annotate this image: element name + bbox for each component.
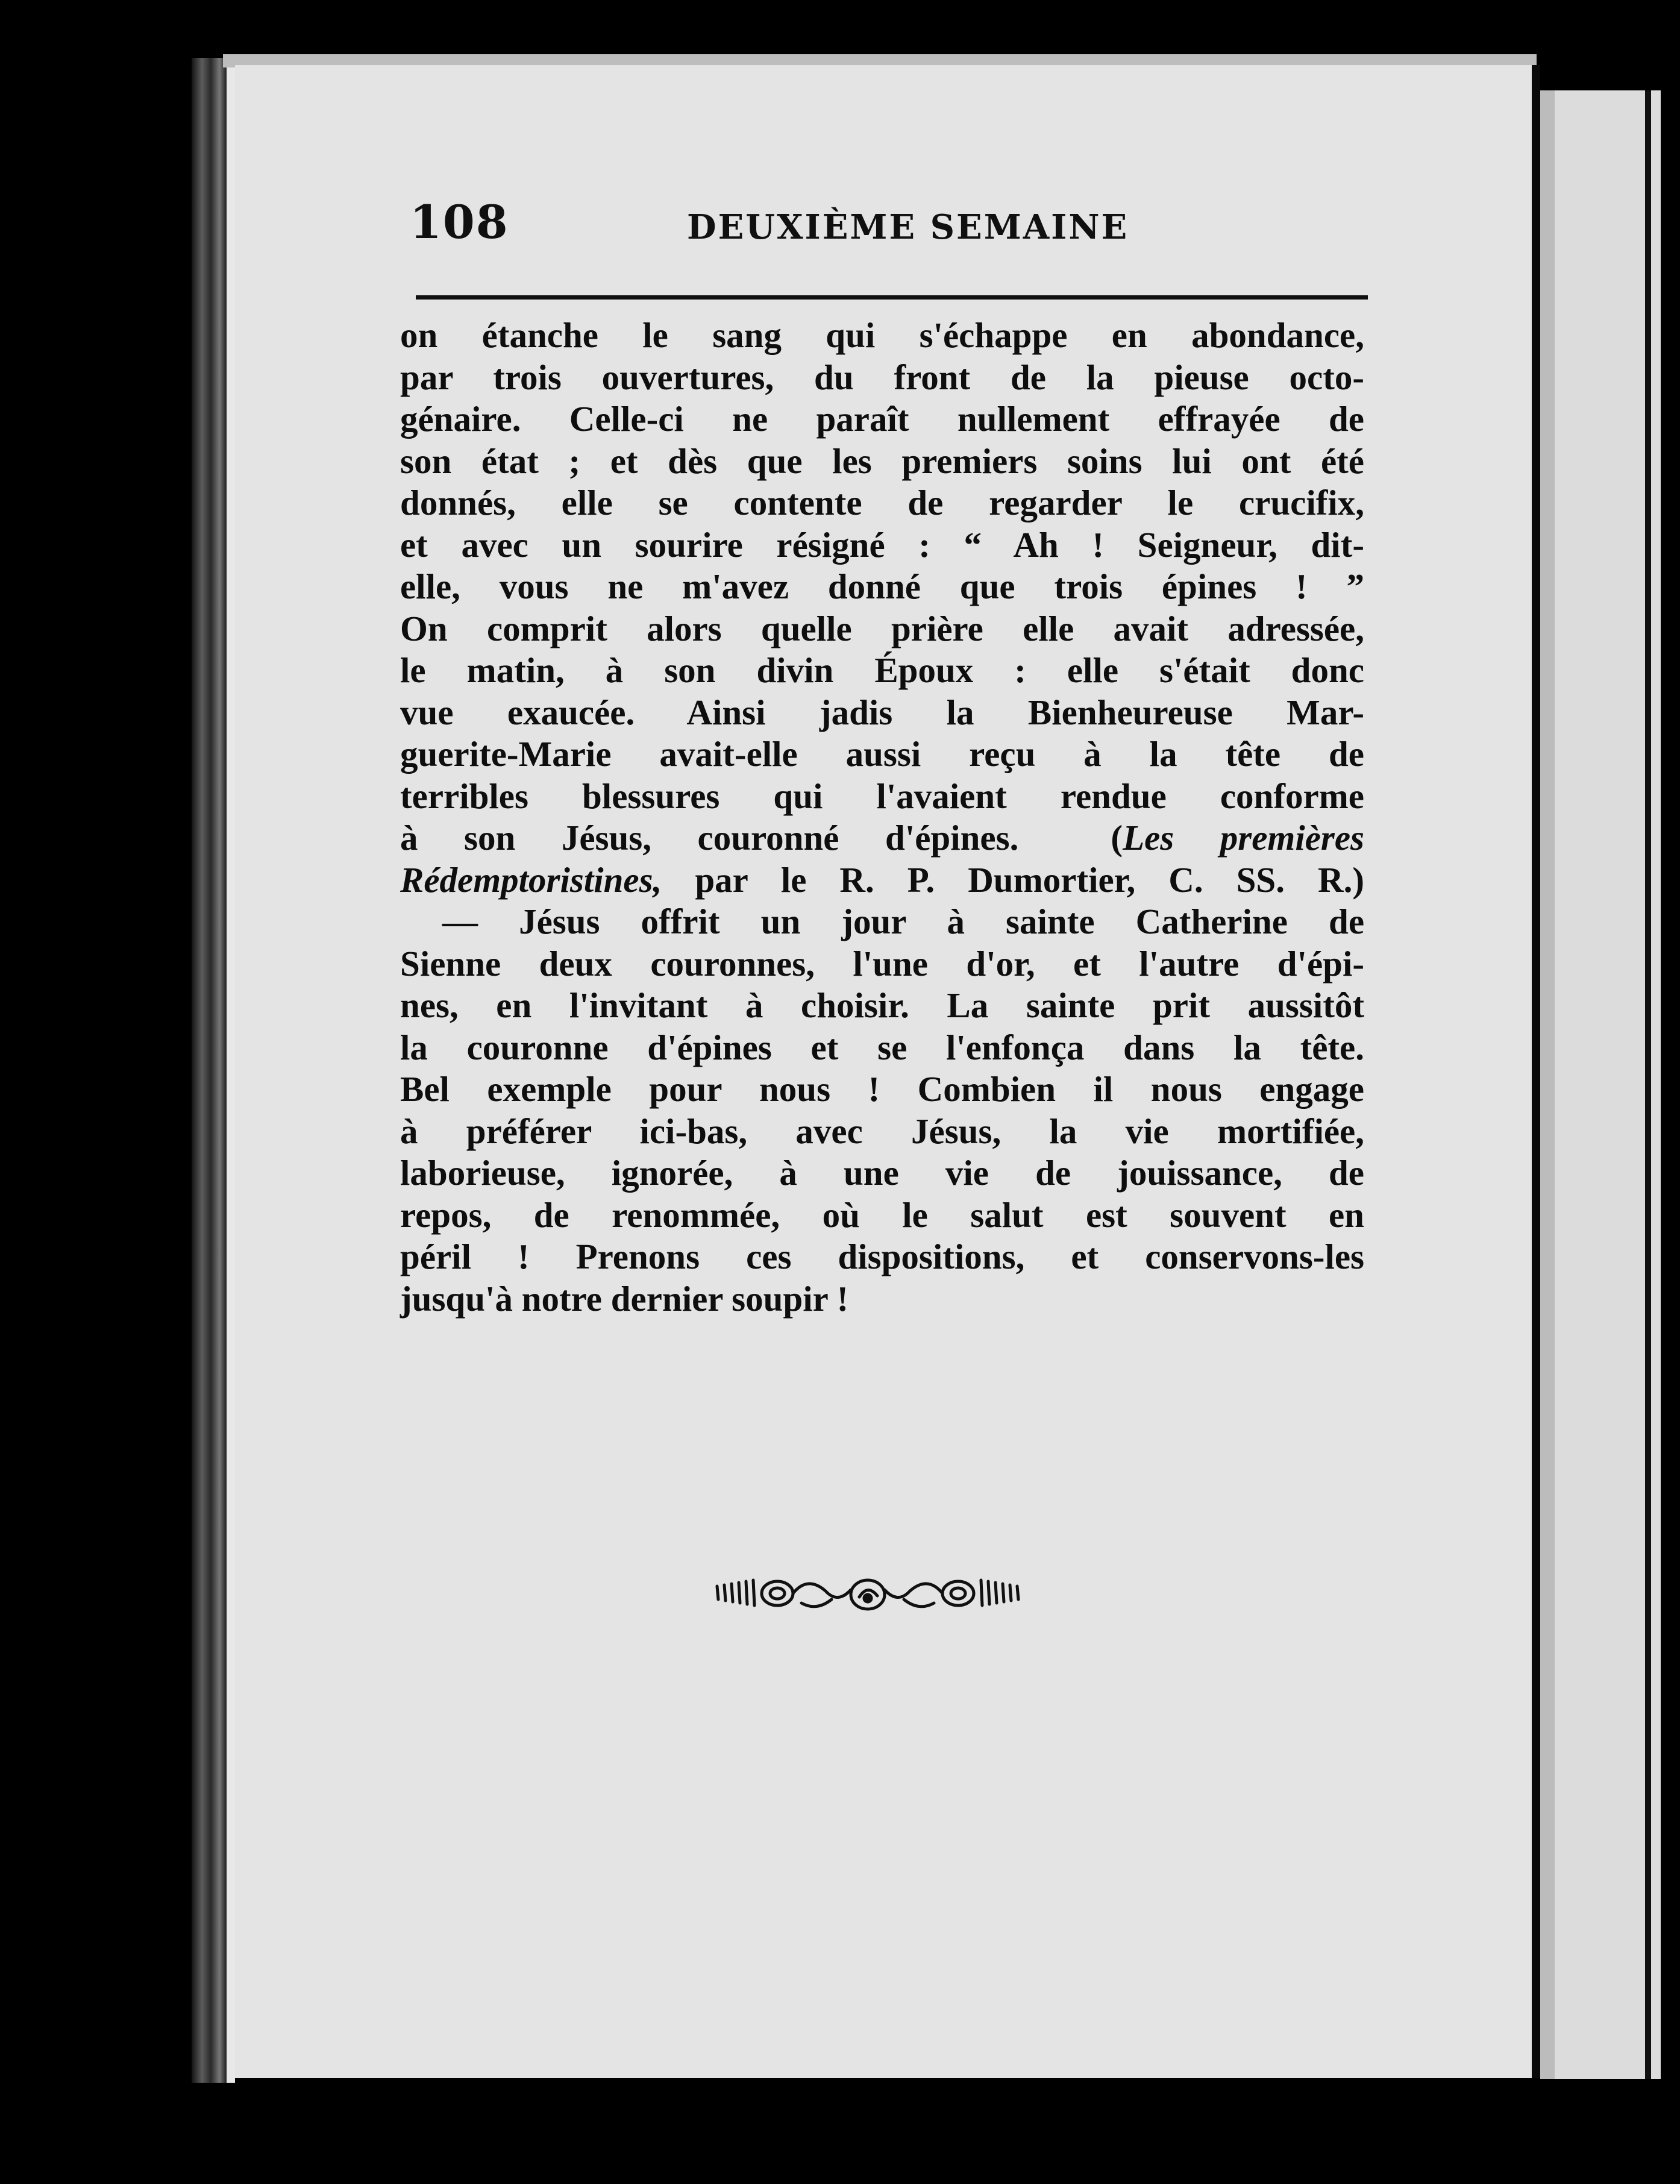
text-line: péril ! Prenons ces dispositions, et conservons-les [400, 1237, 1364, 1276]
binding-edge [227, 58, 235, 2083]
text-line: génaire. Celle-ci ne paraît nullement effrayée de [400, 399, 1364, 439]
text-line: jusqu'à notre dernier soupir ! [400, 1278, 849, 1319]
text-line: Bel exemple pour nous ! Combien il nous engage [400, 1069, 1364, 1109]
body-text [400, 315, 1364, 1320]
text-line: et avec un sourire résigné : “ Ah ! Seigneur, dit- [400, 524, 1364, 565]
citation-line-1 [400, 817, 1364, 859]
citation-rest: par le R. P. Dumortier, C. SS. R.) [695, 859, 1364, 900]
fleuron-ornament-icon [711, 1569, 1024, 1618]
text-line: laborieuse, ignorée, à une vie de jouissance, de [400, 1153, 1364, 1193]
next-page-rule [1645, 90, 1651, 2079]
next-page-edge [1540, 90, 1661, 2079]
text-line: on étanche le sang qui s'échappe en abondance, [400, 315, 1364, 355]
text-line: donnés, elle se contente de regarder le crucifix, [400, 483, 1364, 522]
text-line: à préférer ici-bas, avec Jésus, la vie mortifiée, [400, 1111, 1364, 1151]
text-line: repos, de renommée, où le salut est souvent en [400, 1194, 1364, 1235]
text-line: terribles blessures qui l'avaient rendue conforme [400, 776, 1364, 816]
text-line: guerite-Marie avait-elle aussi reçu à la tête de [400, 734, 1364, 774]
book-binding [192, 58, 227, 2083]
page-number: 108 [410, 195, 509, 249]
text-line: Sienne deux couronnes, l'une d'or, et l'autre d'épi- [400, 943, 1364, 984]
citation-title-part2: Rédemptoristines, [400, 859, 662, 900]
page-gutter [1532, 65, 1540, 2078]
text-line: elle, vous ne m'avez donné que trois épines ! ” [400, 566, 1364, 606]
text-line: à son Jésus, couronné d'épines. [400, 818, 1019, 858]
text-line: par trois ouvertures, du front de la pieuse octo- [400, 357, 1364, 397]
text-line: la couronne d'épines et se l'enfonça dans la tête. [400, 1027, 1364, 1067]
running-head [410, 193, 1362, 259]
text-line: vue exaucée. Ainsi jadis la Bienheureuse Mar- [400, 692, 1364, 732]
text-line: nes, en l'invitant à choisir. La sainte prit aussitôt [400, 985, 1364, 1025]
header-rule [416, 295, 1368, 300]
text-line: — Jésus offrit un jour à sainte Catherine de [442, 902, 1364, 941]
citation-title-part1: Les premières [1123, 818, 1365, 858]
text-line: le matin, à son divin Époux : elle s'était donc [400, 650, 1364, 690]
text-line: On comprit alors quelle prière elle avait adressée, [400, 608, 1364, 648]
citation-open: ( [1111, 818, 1123, 858]
next-page-shadow [1540, 90, 1555, 2079]
text-line: son état ; et dès que les premiers soins lui ont été [400, 441, 1364, 481]
running-title: DEUXIÈME SEMAINE [687, 207, 1129, 247]
citation-line-2 [400, 859, 1364, 902]
